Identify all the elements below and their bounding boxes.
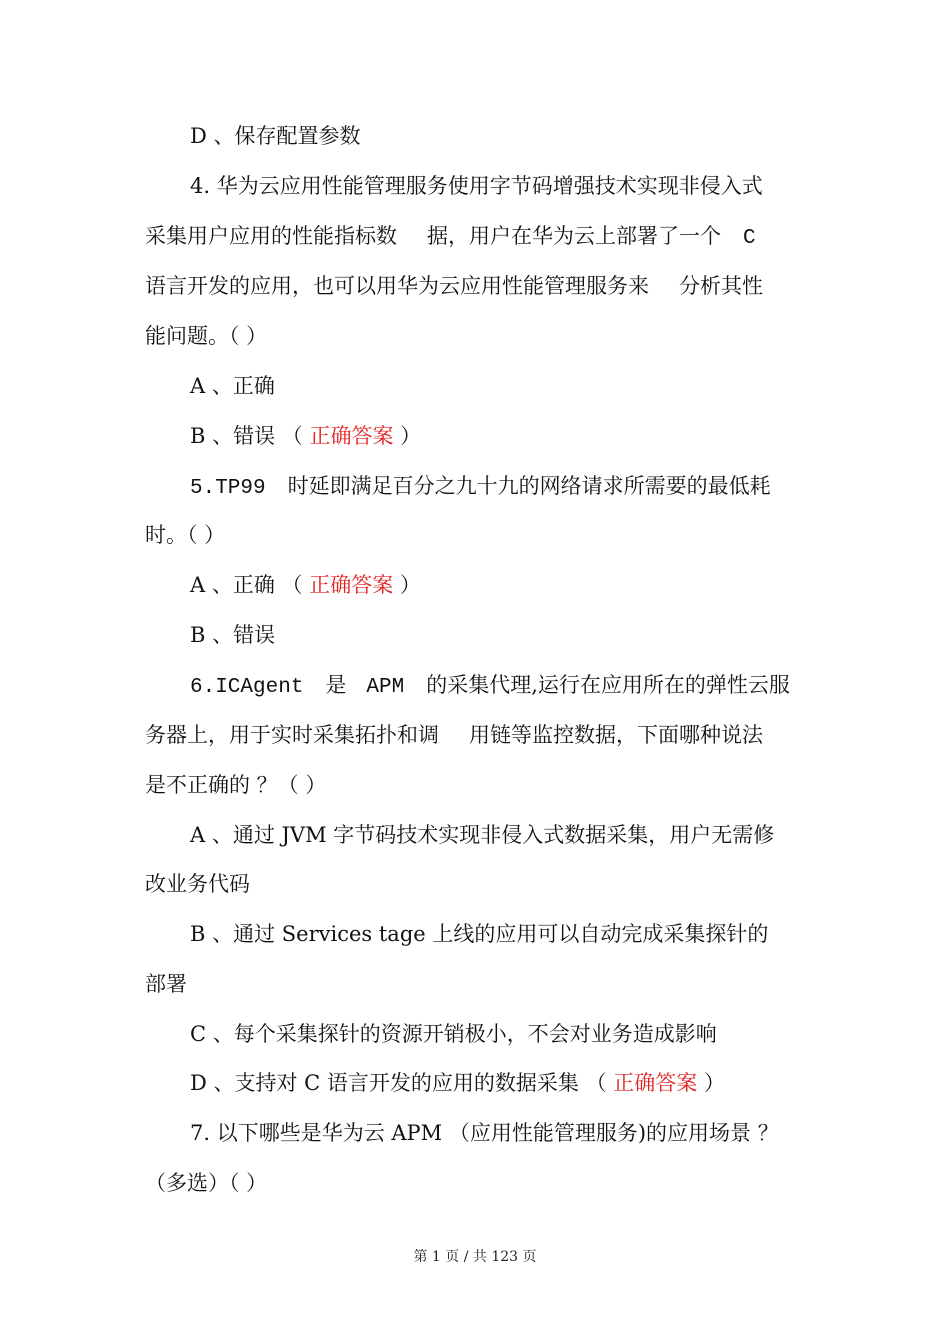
question-4-continuation xyxy=(145,271,763,301)
option-text: A 、通过 JVM 字节码技术实现非侵入式数据采集，用户无需修 xyxy=(190,823,775,847)
option-c-line xyxy=(190,1019,717,1049)
question-text: 语言开发的应用，也可以用华为云应用性能管理服务来 xyxy=(145,274,649,298)
option-text: B 、错误 xyxy=(190,623,276,647)
correct-answer-label: 正确答案 xyxy=(309,424,394,448)
option-text: 部署 xyxy=(145,972,187,996)
option-text: A 、正确 （ xyxy=(190,573,310,597)
option-text: ） xyxy=(393,573,421,597)
question-text: 采集用户应用的性能指标数 xyxy=(145,224,397,248)
option-d-line xyxy=(190,121,361,151)
option-b-line xyxy=(190,421,421,451)
question-text: 4. 华为云应用性能管理服务使用字节码增强技术实现非侵入式 xyxy=(190,174,763,198)
option-text: B 、通过 Services tage 上线的应用可以自动完成采集探针的 xyxy=(190,922,769,946)
option-text: D 、支持对 C 语言开发的应用的数据采集 （ xyxy=(190,1071,614,1095)
option-a-line xyxy=(190,570,421,600)
question-5-line xyxy=(190,471,771,501)
option-text: 改业务代码 xyxy=(145,872,250,896)
option-b-line xyxy=(190,919,768,949)
question-text: 据，用户在华为云上部署了一个 xyxy=(427,224,721,248)
question-text: APM xyxy=(366,676,405,699)
question-text: 时延即满足百分之九十九的网络请求所需要的最低耗 xyxy=(287,474,771,498)
option-a-line xyxy=(190,820,774,850)
option-text: C 、每个采集探针的资源开销极小，不会对业务造成影响 xyxy=(190,1022,717,1046)
question-4-continuation xyxy=(145,221,756,251)
question-6-line xyxy=(190,670,790,700)
question-6-continuation xyxy=(145,770,326,800)
question-text: 分析其性 xyxy=(679,274,763,298)
question-7-line xyxy=(190,1118,779,1148)
option-text: ） xyxy=(697,1071,725,1095)
question-text: 6.ICAgent xyxy=(190,676,304,699)
page-footer: 第 1 页 / 共 123 页 xyxy=(413,1249,537,1265)
option-text: D 、保存配置参数 xyxy=(190,124,361,148)
question-text: 务器上，用于实时采集拓扑和调 xyxy=(145,723,439,747)
question-text: （多选）（ ） xyxy=(145,1171,268,1195)
option-a-line xyxy=(190,371,275,401)
option-a-continuation xyxy=(145,869,250,899)
option-d-line xyxy=(190,1068,725,1098)
question-4-line xyxy=(190,171,763,201)
question-4-continuation xyxy=(145,321,267,351)
option-text: ） xyxy=(393,424,422,448)
question-text: 5.TP99 xyxy=(190,477,266,500)
question-5-continuation xyxy=(145,520,225,550)
question-text: 是不正确的 ？（ ） xyxy=(145,773,327,797)
question-7-continuation xyxy=(145,1168,267,1198)
option-text: A 、正确 xyxy=(190,374,275,398)
question-text: 的采集代理,运行在应用所在的弹性云服 xyxy=(426,673,790,697)
option-text: B 、错误 （ xyxy=(190,424,310,448)
question-text: 用链等监控数据，下面哪种说法 xyxy=(469,723,763,747)
question-text: 是 xyxy=(325,673,347,697)
question-text: 能问题。（ ） xyxy=(145,324,268,348)
correct-answer-label: 正确答案 xyxy=(613,1071,698,1095)
option-b-line xyxy=(190,620,275,650)
correct-answer-label: 正确答案 xyxy=(309,573,394,597)
question-text: 时。（ ） xyxy=(145,523,226,547)
question-6-continuation xyxy=(145,720,763,750)
question-text: C xyxy=(743,227,756,250)
option-b-continuation xyxy=(145,969,187,999)
question-text: 7. 以下哪些是华为云 APM （应用性能管理服务)的应用场景 ？ xyxy=(190,1121,779,1145)
